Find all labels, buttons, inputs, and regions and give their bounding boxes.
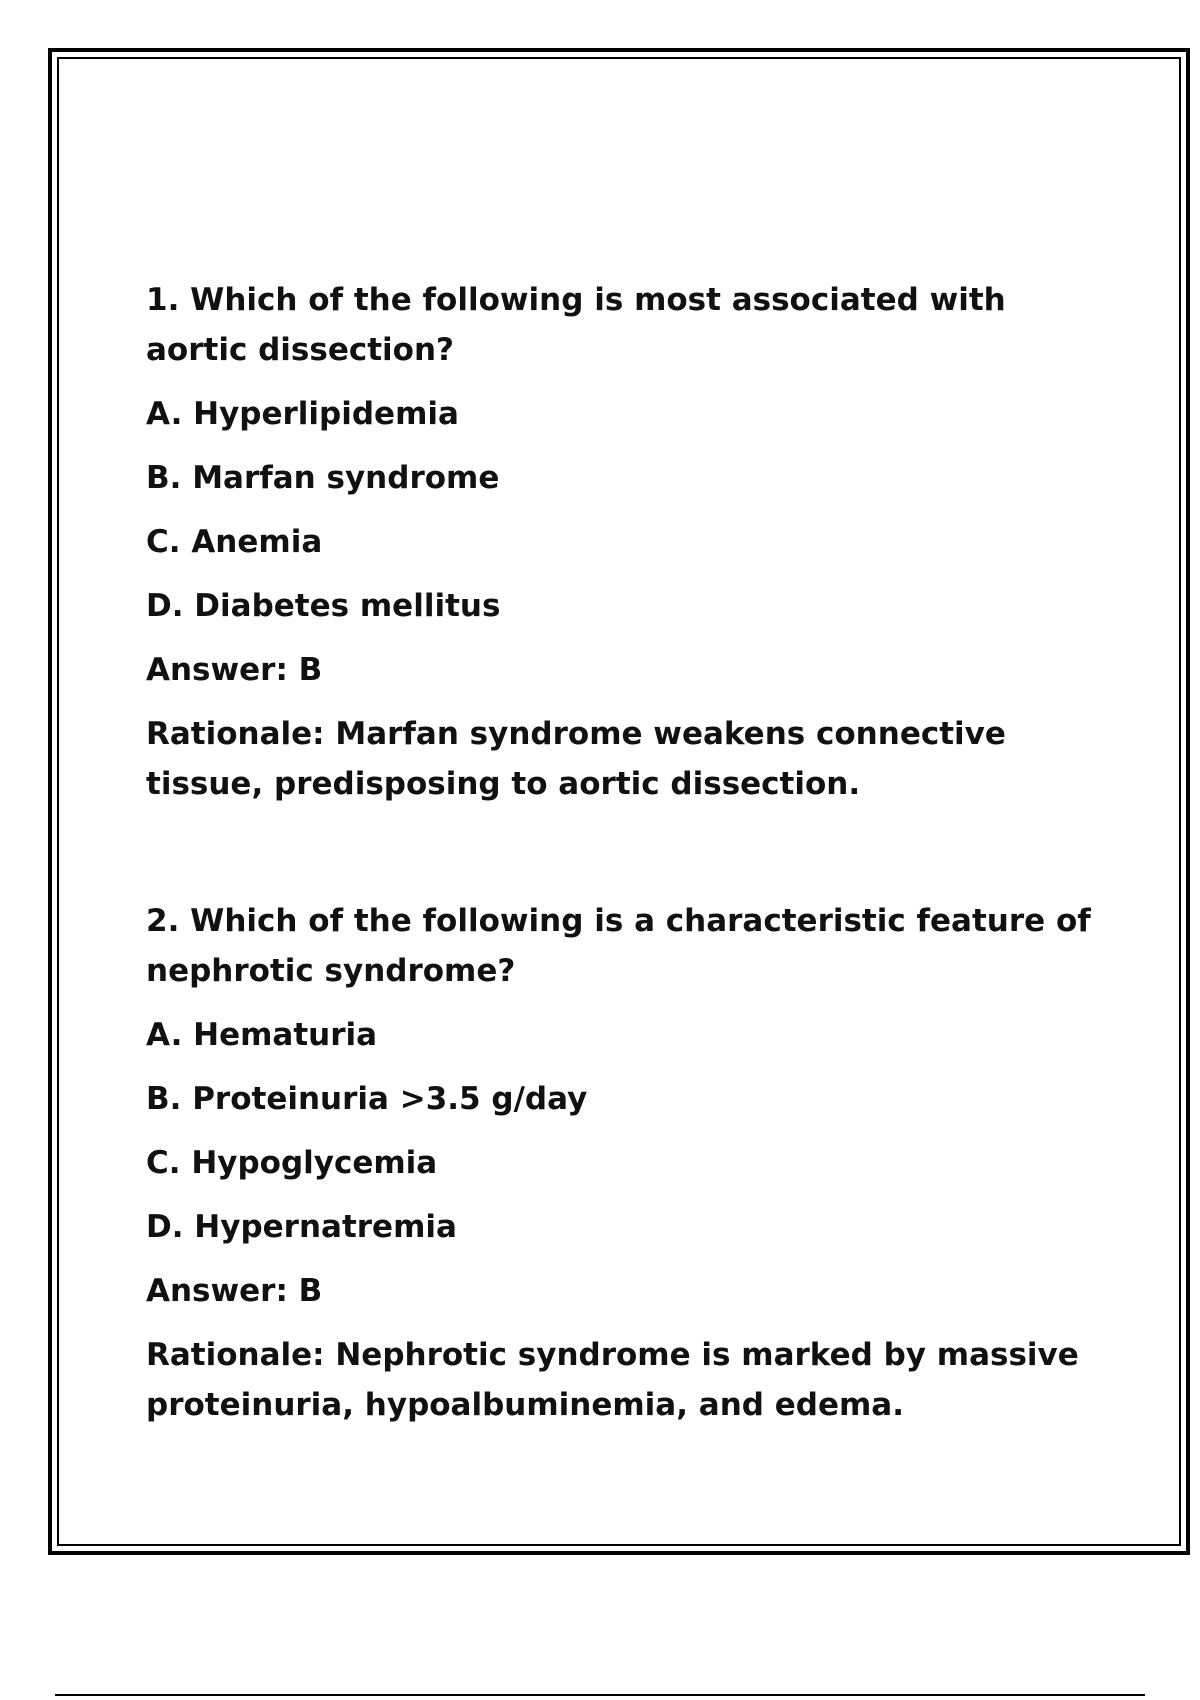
option-list xyxy=(146,389,1106,631)
answer-line: Answer: B xyxy=(146,652,323,688)
rationale-text: Rationale: Nephrotic syndrome is marked by massive proteinuria, hypoalbuminemia, and edema. xyxy=(146,1337,1079,1423)
option-a: A. Hematuria xyxy=(146,1017,378,1053)
option-b: B. Proteinuria >3.5 g/day xyxy=(146,1081,588,1117)
option-b: B. Marfan syndrome xyxy=(146,460,500,496)
question-2 xyxy=(146,896,1106,1430)
question-stem: 2. Which of the following is a characteristic feature of nephrotic syndrome? xyxy=(146,903,1091,989)
answer-line: Answer: B xyxy=(146,1273,323,1309)
question-1 xyxy=(146,275,1106,809)
rationale-text: Rationale: Marfan syndrome weakens connective tissue, predisposing to aortic dissection. xyxy=(146,716,1006,802)
option-c: C. Hypoglycemia xyxy=(146,1145,438,1181)
option-c: C. Anemia xyxy=(146,524,323,560)
option-d: D. Diabetes mellitus xyxy=(146,588,501,624)
bottom-rule-divider xyxy=(55,1694,1145,1696)
option-a: A. Hyperlipidemia xyxy=(146,396,459,432)
question-stem: 1. Which of the following is most associated with aortic dissection? xyxy=(146,282,1006,368)
option-list xyxy=(146,1010,1106,1252)
option-d: D. Hypernatremia xyxy=(146,1209,457,1245)
